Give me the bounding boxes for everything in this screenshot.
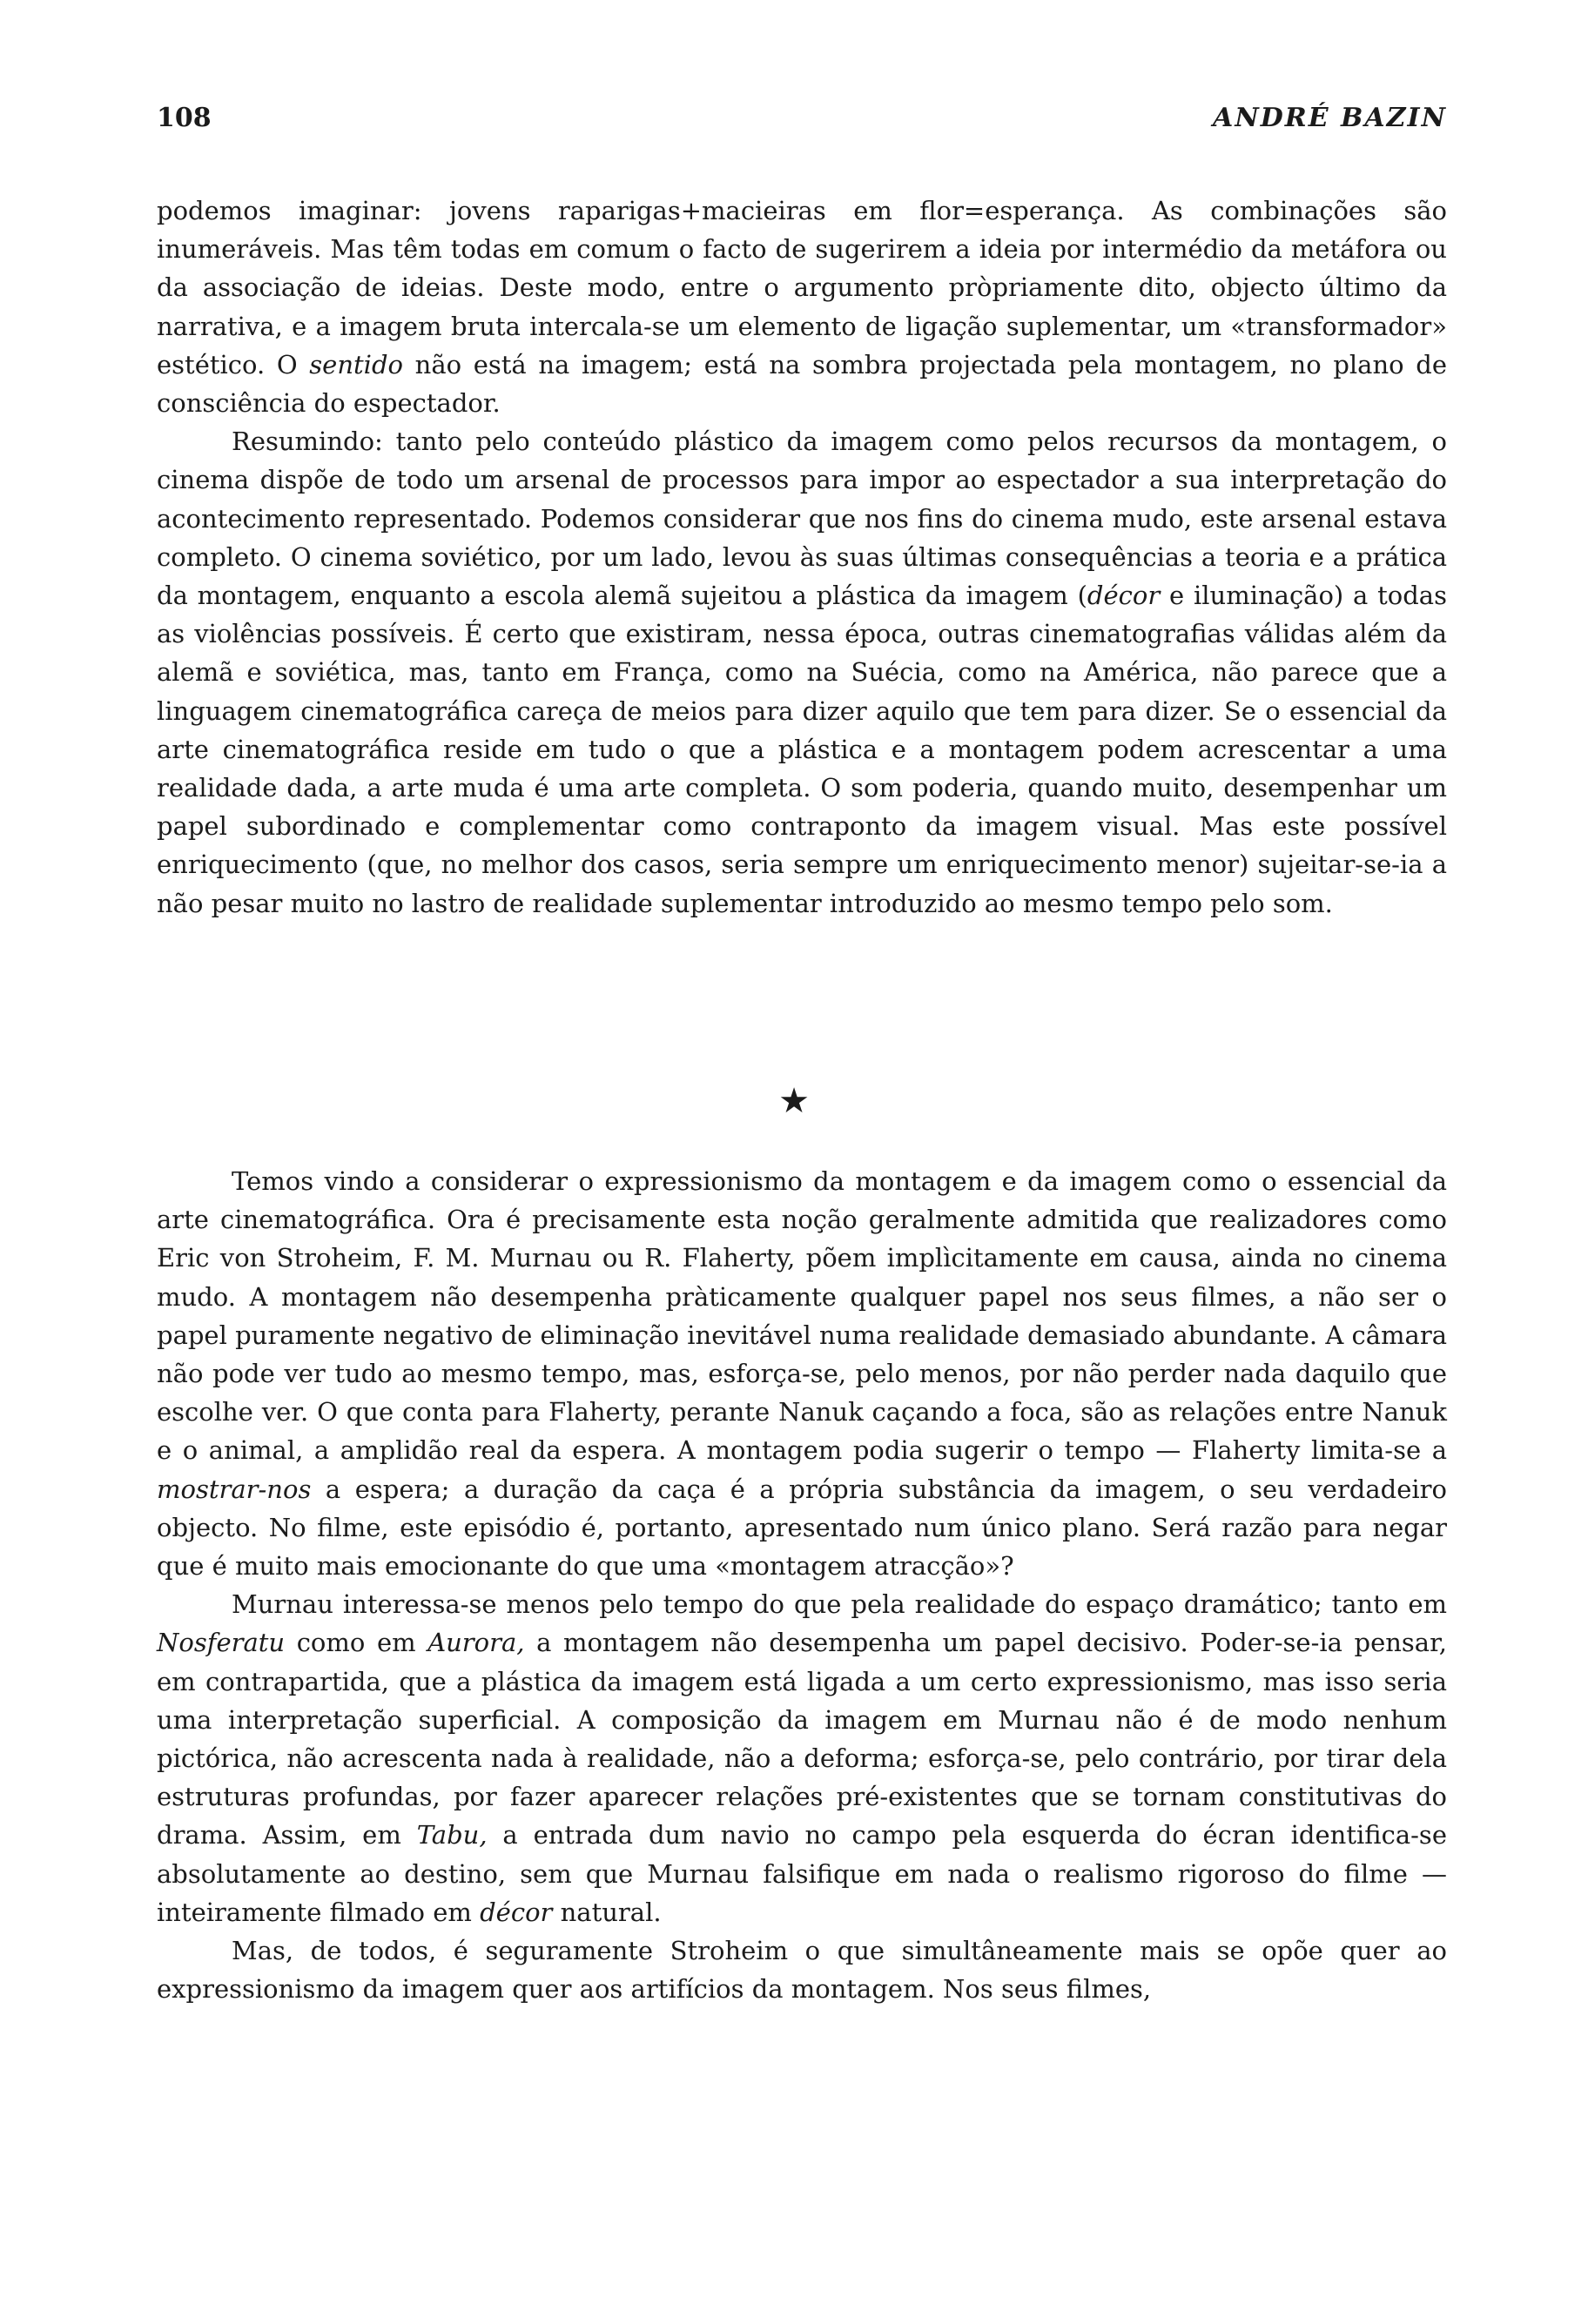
section-separator-star: ★ xyxy=(778,1081,810,1121)
italic-term: Nosferatu xyxy=(157,1628,286,1658)
section-1-text xyxy=(157,191,1447,923)
section-2-text xyxy=(157,1162,1447,2008)
page-header xyxy=(157,103,1447,146)
italic-term: décor xyxy=(1087,581,1161,611)
page-number: 108 xyxy=(157,103,212,133)
paragraph: podemos imaginar: jovens raparigas+macieiras em flor=esperança. As combinações são inumeráveis. Mas têm todas em comum o facto de sugerirem a ideia por intermédio da metáfora ou da associação de ideias. Deste modo, entre o argumento pròpriamente dito, objecto último da narrativa, e a imagem bruta intercala-se um elemento de ligação suplementar, um «transformador» estético. O sentido não está na imagem; está na sombra projectada pela montagem, no plano de consciência do espectador. xyxy=(157,196,1447,419)
italic-term: mostrar-nos xyxy=(157,1474,312,1504)
paragraph: Mas, de todos, é seguramente Stroheim o que simultâneamente mais se opõe quer ao expressionismo da imagem quer aos artifícios da montagem. Nos seus filmes, xyxy=(157,1936,1447,2005)
italic-term: sentido xyxy=(309,349,403,379)
italic-term: Aurora, xyxy=(427,1628,525,1658)
italic-term: Tabu, xyxy=(416,1820,488,1850)
paragraph: Resumindo: tanto pelo conteúdo plástico da imagem como pelos recursos da montagem, o cinema dispõe de todo um arsenal de processos para impor ao espectador a sua interpretação do acontecimento representado. Podemos considerar que nos fins do cinema mudo, este arsenal estava completo. O cinema soviético, por um lado, levou às suas últimas consequências a teoria e a prática da montagem, enquanto a escola alemã sujeitou a plástica da imagem (décor e iluminação) a todas as violências possíveis. É certo que existiram, nessa época, outras cinematografias válidas além da alemã e soviética, mas, tanto em França, como na Suécia, como na América, não parece que a linguagem cinematográfica careça de meios para dizer aquilo que tem para dizer. Se o essencial da arte cinematográfica reside em tudo o que a plástica e a montagem podem acrescentar a uma realidade dada, a arte muda é uma arte completa. O som poderia, quando muito, desempenhar um papel subordinado e complementar como contraponto da imagem visual. Mas este possível enriquecimento (que, no melhor dos casos, seria sempre um enriquecimento menor) sujeitar-se-ia a não pesar muito no lastro de realidade suplementar introduzido ao mesmo tempo pelo som. xyxy=(157,427,1447,918)
paragraph: Temos vindo a considerar o expressionismo da montagem e da imagem como o essencial da arte cinematográfica. Ora é precisamente esta noção geralmente admitida que realizadores como Eric von Stroheim, F. M. Murnau ou R. Flaherty, põem implìcitamente em causa, ainda no cinema mudo. A montagem não desempenha pràticamente qualquer papel nos seus filmes, a não ser o papel puramente negativo de eliminação inevitável numa realidade demasiado abundante. A câmara não pode ver tudo ao mesmo tempo, mas, esforça-se, pelo menos, por não perder nada daquilo que escolhe ver. O que conta para Flaherty, perante Nanuk caçando a foca, são as relações entre Nanuk e o animal, a amplidão real da espera. A montagem podia sugerir o tempo — Flaherty limita-se a mostrar-nos a espera; a duração da caça é a própria substância da imagem, o seu verdadeiro objecto. No filme, este episódio é, portanto, apresentado num único plano. Será razão para negar que é muito mais emocionante do que uma «montagem atracção»? xyxy=(157,1166,1447,1582)
running-head: ANDRÉ BAZIN xyxy=(1213,103,1447,133)
paragraph: Murnau interessa-se menos pelo tempo do que pela realidade do espaço dramático; tanto em Nosferatu como em Aurora, a montagem não desempenha um papel decisivo. Poder-se-ia pensar, em contrapartida, que a plástica da imagem está ligada a um certo expressionismo, mas isso seria uma interpretação superficial. A composição da imagem em Murnau não é de modo nenhum pictórica, não acrescenta nada à realidade, não a deforma; esforça-se, pelo contrário, por tirar dela estruturas profundas, por fazer aparecer relações pré-existentes que se tornam constitutivas do drama. Assim, em Tabu, a entrada dum navio no campo pela esquerda do écran identifica-se absolutamente ao destino, sem que Murnau falsifique em nada o realismo rigoroso do filme — inteiramente filmado em décor natural. xyxy=(157,1589,1447,1927)
italic-term: décor xyxy=(480,1897,553,1927)
